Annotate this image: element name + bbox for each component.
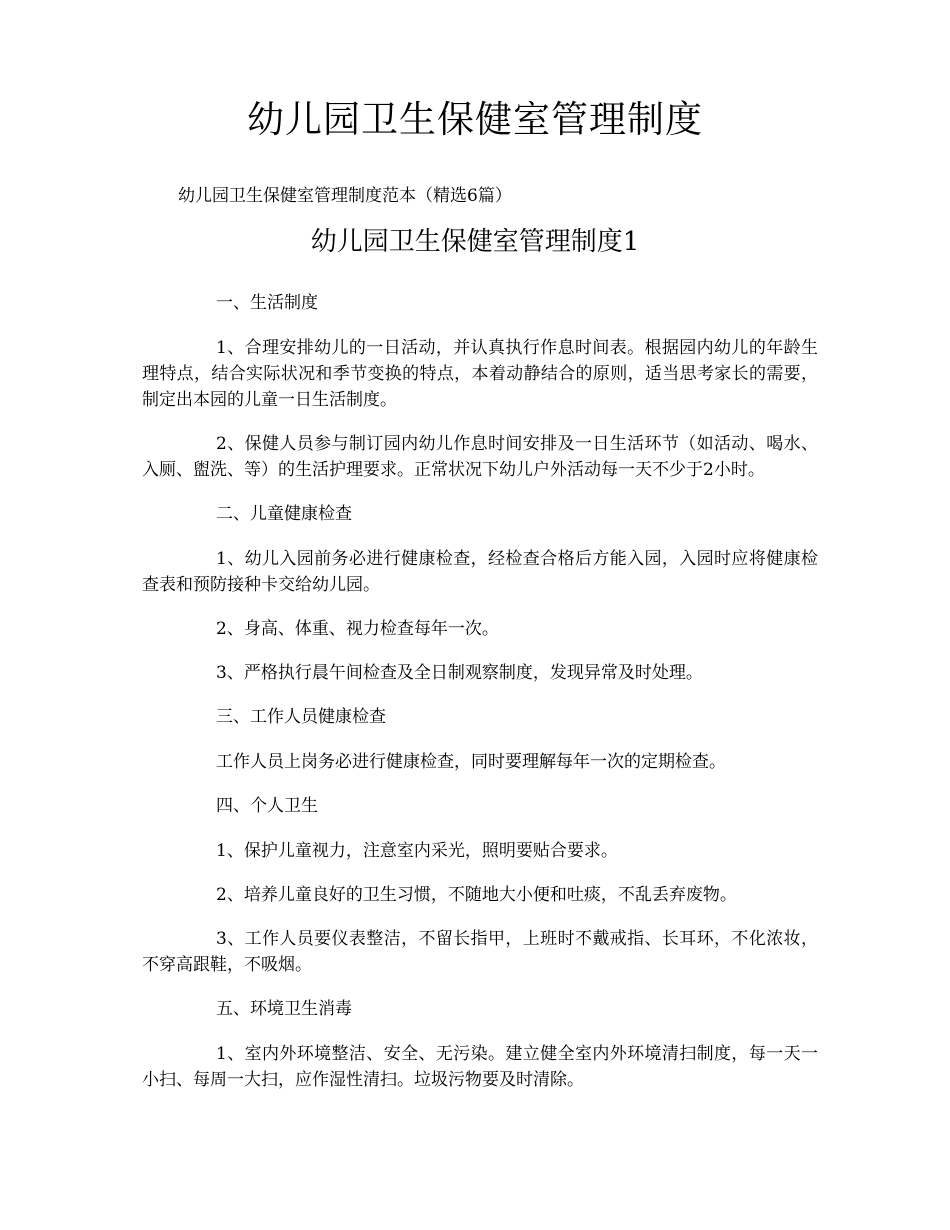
paragraph: 工作人员上岗务必进行健康检查，同时要理解每年一次的定期检查。 <box>216 752 726 772</box>
paragraph: 3、工作人员要仪表整洁，不留长指甲，上班时不戴戒指、长耳环，不化浓妆，不穿高跟鞋，不吸烟。 <box>142 929 818 975</box>
paragraph: 3、严格执行晨午间检查及全日制观察制度，发现异常及时处理。 <box>216 663 703 683</box>
paragraph: 1、幼儿入园前务必进行健康检查，经检查合格后方能入园，入园时应将健康检查表和预防接种卡交给幼儿园。 <box>142 549 818 595</box>
document-title: 幼儿园卫生保健室管理制度 <box>247 98 703 141</box>
paragraph: 1、合理安排幼儿的一日活动，并认真执行作息时间表。根据园内幼儿的年龄生理特点，结合实际状况和季节变换的特点，本着动静结合的原则，适当思考家长的需要，制定出本园的儿童一日生活制度。 <box>142 338 818 410</box>
paragraph: 2、保健人员参与制订园内幼儿作息时间安排及一日生活环节（如活动、喝水、入厕、盥洗、等）的生活护理要求。正常状况下幼儿户外活动每一天不少于2小时。 <box>142 434 818 480</box>
section-title: 幼儿园卫生保健室管理制度1 <box>310 227 640 257</box>
document-subtitle: 幼儿园卫生保健室管理制度范本（精选6篇） <box>178 186 512 206</box>
paragraph: 1、保护儿童视力，注意室内采光，照明要贴合要求。 <box>216 841 618 861</box>
section-heading-environment-disinfection: 五、环境卫生消毒 <box>216 999 352 1019</box>
document-body <box>142 290 818 1111</box>
paragraph: 1、室内外环境整洁、安全、无污染。建立健全室内外环境清扫制度，每一天一小扫、每周一大扫，应作湿性清扫。垃圾污物要及时清除。 <box>142 1044 818 1090</box>
section-heading-child-health-check: 二、儿童健康检查 <box>216 504 352 524</box>
section-heading-personal-hygiene: 四、个人卫生 <box>216 796 318 816</box>
paragraph: 2、身高、体重、视力检查每年一次。 <box>216 619 499 639</box>
section-heading-staff-health-check: 三、工作人员健康检查 <box>216 707 386 727</box>
paragraph: 2、培养儿童良好的卫生习惯，不随地大小便和吐痰，不乱丢弃废物。 <box>216 885 737 905</box>
section-heading-life-system: 一、生活制度 <box>216 293 318 313</box>
